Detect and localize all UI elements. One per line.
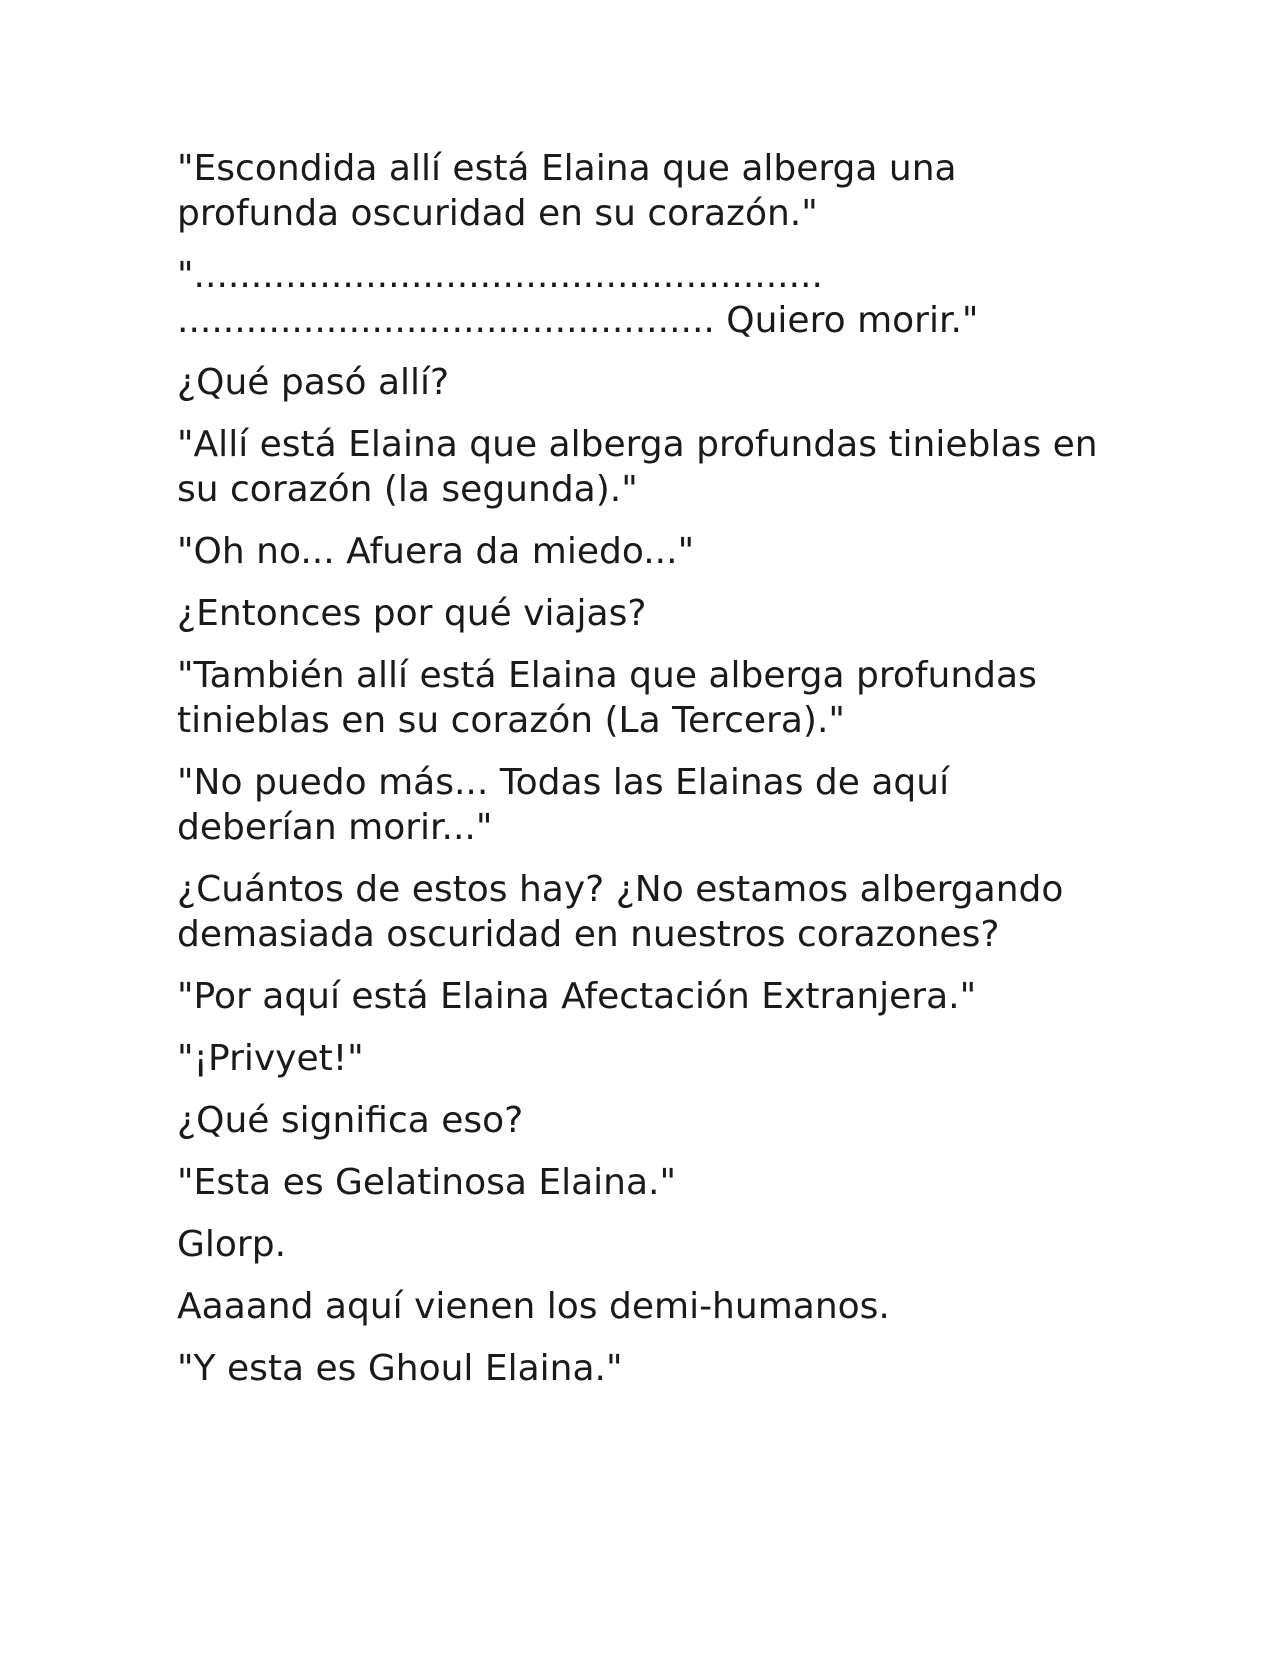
paragraph-11: "¡Privyet!" [177, 1038, 364, 1079]
paragraph-1: "Escondida allí está Elaina que alberga una profunda oscuridad en su corazón." [177, 148, 957, 234]
paragraph-14: Glorp. [177, 1224, 287, 1265]
paragraph-2: ".......................................................​............................................... Quiero morir." [177, 255, 979, 341]
paragraph-12: ¿Qué significa eso? [177, 1100, 524, 1141]
paragraph-8: "No puedo más... Todas las Elainas de aquí deberían morir..." [177, 762, 950, 848]
paragraph-10: "Por aquí está Elaina Afectación Extranjera." [177, 976, 977, 1017]
paragraph-15: Aaaand aquí vienen los demi-humanos. [177, 1286, 890, 1327]
paragraph-9: ¿Cuántos de estos hay? ¿No estamos albergando demasiada oscuridad en nuestros corazones? [177, 869, 1064, 955]
paragraph-13: "Esta es Gelatinosa Elaina." [177, 1162, 677, 1203]
text-column [177, 146, 1107, 1408]
paragraph-5: "Oh no... Afuera da miedo..." [177, 531, 695, 572]
paragraph-6: ¿Entonces por qué viajas? [177, 593, 647, 634]
paragraph-4: "Allí está Elaina que alberga profundas tinieblas en su corazón (la segunda)." [177, 424, 1098, 510]
paragraph-16: "Y esta es Ghoul Elaina." [177, 1348, 623, 1389]
paragraph-7: "También allí está Elaina que alberga profundas tinieblas en su corazón (La Tercera)." [177, 655, 1037, 741]
paragraph-3: ¿Qué pasó allí? [177, 362, 450, 403]
